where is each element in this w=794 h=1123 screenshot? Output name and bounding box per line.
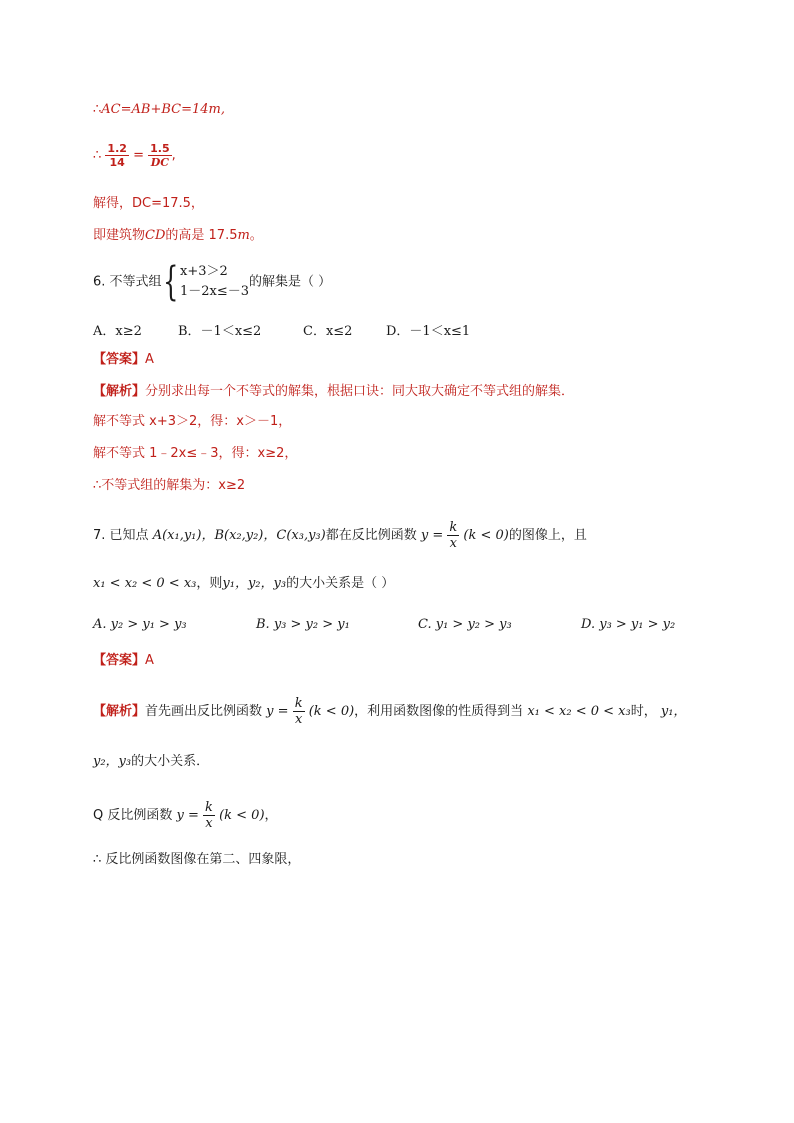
- q7-stem-line-1: 7. 已知点 A(x₁,y₁)，B(x₂,y₂)，C(x₃,y₃)都在反比例函数 y = $\frac{k}{x}$ (k < 0)的图像上，且: [93, 520, 587, 551]
- fraction-1: $\frac{1.2}{14}$: [107, 142, 127, 169]
- line-solve: 解得，DC=17.5，: [93, 196, 204, 211]
- line-proportion: ∴ $\frac{1.2}{14}$ = $\frac{1.5}{DC}$ ,: [93, 142, 176, 169]
- q7-analysis-line-2: y₂，y₃的大小关系．: [93, 754, 210, 769]
- inequality-row-2: 1－2x≤－3: [180, 284, 250, 299]
- q6-step-2: 解不等式 1﹣2x≤﹣3，得：x≥2，: [93, 446, 298, 461]
- q7-points: A(x₁,y₁)，B(x₂,y₂)，C(x₃,y₃): [152, 528, 326, 543]
- q6-analysis: 【解析】分别求出每一个不等式的解集，根据口诀：同大取大确定不等式组的解集．: [93, 384, 575, 399]
- q6-stem: 6. 不等式组 { x+3＞2 1－2x≤－3 的解集是（ ）: [93, 259, 332, 305]
- inequality-row-1: x+3＞2: [180, 264, 228, 279]
- q7-option-b[interactable]: B. y₃ > y₂ > y₁: [256, 617, 350, 632]
- q7-option-c[interactable]: C. y₁ > y₂ > y₃: [418, 617, 512, 632]
- fraction-2: $\frac{1.5}{DC}$: [150, 142, 170, 169]
- q7-answer: 【答案】A: [93, 653, 154, 668]
- q6-conclusion: ∴不等式组的解集为：x≥2: [93, 478, 246, 493]
- line-height: 即建筑物CD的高是 17.5m。: [93, 228, 263, 243]
- since-fraction: $\frac{k}{x}$: [205, 800, 213, 831]
- q7-therefore-line: ∴ 反比例函数图像在第二、四象限，: [93, 852, 301, 867]
- analysis-fraction: $\frac{k}{x}$: [294, 696, 303, 727]
- q7-analysis: 【解析】首先画出反比例函数 y = $\frac{k}{x}$ (k < 0)，利用函数图像的性质得到当 x₁ < x₂ < 0 < x₃时， y₁，: [93, 696, 687, 727]
- q7-stem-line-2: x₁ < x₂ < 0 < x₃，则y₁，y₂，y₃的大小关系是（ ）: [93, 576, 395, 591]
- q6-option-b[interactable]: B．－1＜x≤2: [178, 324, 262, 339]
- q6-answer: 【答案】A: [93, 352, 154, 367]
- q6-step-1: 解不等式 x+3＞2，得：x＞－1，: [93, 414, 292, 429]
- line-ac: ∴AC=AB+BC=14m,: [93, 102, 225, 117]
- q7-option-a[interactable]: A. y₂ > y₁ > y₃: [93, 617, 187, 632]
- inequality-system: { x+3＞2 1－2x≤－3: [162, 259, 250, 305]
- q6-option-c[interactable]: C．x≤2: [303, 324, 353, 339]
- q7-since-line: Q 反比例函数 y = $\frac{k}{x}$ (k < 0)，: [93, 800, 278, 831]
- ac-expression: AC=AB+BC=14m,: [101, 102, 225, 117]
- q6-option-a[interactable]: A．x≥2: [93, 324, 142, 339]
- q7-option-d[interactable]: D. y₃ > y₁ > y₂: [581, 617, 676, 632]
- q6-option-d[interactable]: D．－1＜x≤1: [386, 324, 471, 339]
- fraction-k-over-x: $\frac{k}{x}$: [449, 520, 458, 551]
